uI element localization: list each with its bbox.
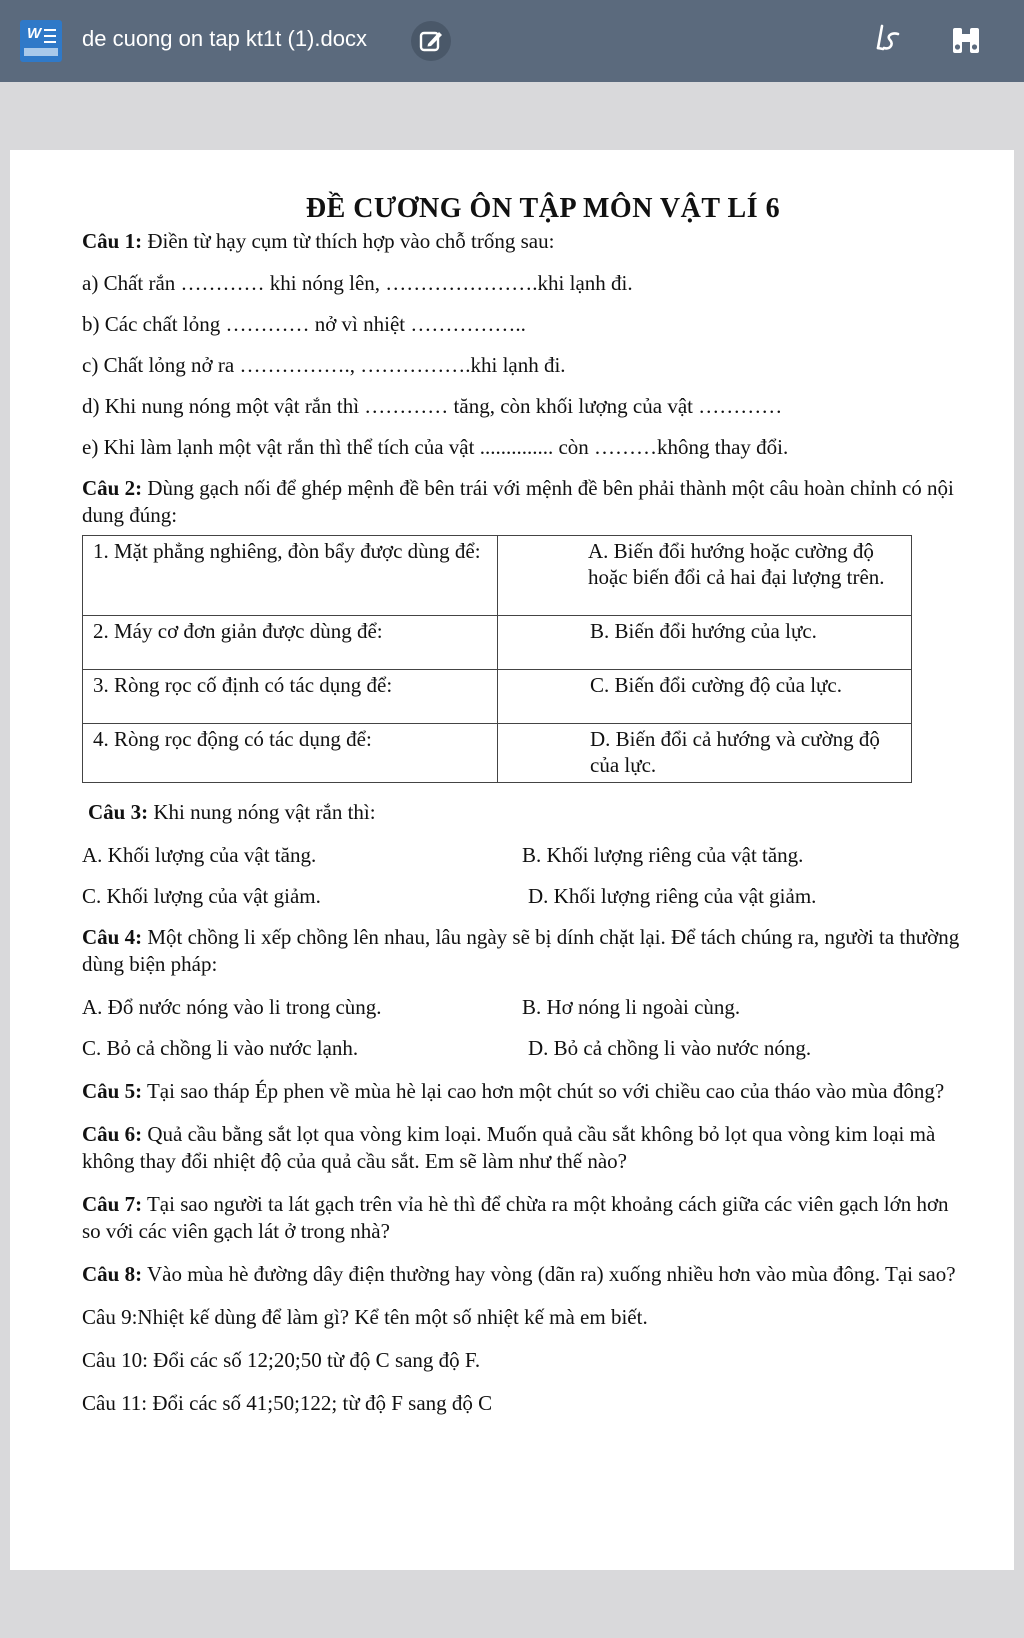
table-cell-left: 2. Máy cơ đơn giản được dùng để: bbox=[83, 616, 498, 670]
question-7-text: Tại sao người ta lát gạch trên vỉa hè thì để chừa ra một khoảng cách giữa các viên gạch lớn hơn so với các viên gạch lát ở trong nhà? bbox=[82, 1192, 949, 1243]
question-1-label: Câu 1: bbox=[82, 229, 143, 253]
table-row bbox=[83, 724, 912, 783]
document-content bbox=[82, 195, 962, 1417]
q3-option-a: A. Khối lượng của vật tăng. bbox=[82, 843, 317, 867]
question-8-text: Vào mùa hè đường dây điện thường hay vòng (dãn ra) xuống nhiều hơn vào mùa đông. Tại sao? bbox=[142, 1262, 956, 1286]
table-cell-left: 4. Ròng rọc động có tác dụng để: bbox=[83, 724, 498, 783]
q1-line-c: c) Chất lỏng nở ra ……………., …………….khi lạnh đi. bbox=[82, 353, 566, 377]
question-5 bbox=[82, 1078, 962, 1105]
document-title: ĐỀ CƯƠNG ÔN TẬP MÔN VẬT LÍ 6 bbox=[305, 193, 781, 224]
pen-icon bbox=[870, 22, 906, 58]
question-2-label: Câu 2: bbox=[82, 476, 143, 500]
q3-option-b: B. Khối lượng riêng của vật tăng. bbox=[522, 843, 804, 867]
reading-view-icon bbox=[950, 24, 982, 58]
question-4 bbox=[82, 924, 962, 978]
question-5-label: Câu 5: bbox=[82, 1079, 143, 1103]
word-icon[interactable] bbox=[20, 20, 62, 62]
question-1 bbox=[82, 228, 962, 255]
question-4-label: Câu 4: bbox=[82, 925, 143, 949]
word-icon-letter: W bbox=[27, 25, 42, 42]
question-8 bbox=[82, 1261, 962, 1288]
q4-option-c: C. Bỏ cả chồng li vào nước lạnh. bbox=[82, 1036, 359, 1060]
q4-options-row-2 bbox=[82, 1035, 962, 1062]
question-10: Câu 10: Đổi các số 12;20;50 từ độ C sang độ F. bbox=[82, 1348, 481, 1372]
q4-options-row-1 bbox=[82, 994, 962, 1021]
q3-options-row-1 bbox=[82, 842, 962, 869]
table-row bbox=[83, 616, 912, 670]
table-cell-right: B. Biến đổi hướng của lực. bbox=[498, 616, 912, 670]
q3-option-c: C. Khối lượng của vật giảm. bbox=[82, 884, 321, 908]
top-toolbar bbox=[0, 0, 1024, 82]
question-6 bbox=[82, 1121, 962, 1175]
table-row bbox=[83, 670, 912, 724]
q1-line-d: d) Khi nung nóng một vật rắn thì ………… tăng, còn khối lượng của vật ………… bbox=[82, 394, 783, 418]
question-9: Câu 9:Nhiệt kế dùng để làm gì? Kể tên một số nhiệt kế mà em biết. bbox=[82, 1305, 648, 1329]
question-11: Câu 11: Đổi các số 41;50;122; từ độ F sang độ C bbox=[82, 1391, 493, 1415]
q4-option-d: D. Bỏ cả chồng li vào nước nóng. bbox=[528, 1036, 812, 1060]
q4-option-a: A. Đổ nước nóng vào li trong cùng. bbox=[82, 995, 382, 1019]
table-cell-left: 1. Mặt phẳng nghiêng, đòn bẩy được dùng để: bbox=[83, 536, 498, 616]
q3-options-row-2 bbox=[82, 883, 962, 910]
question-3-label: Câu 3: bbox=[88, 800, 149, 824]
q4-option-b: B. Hơ nóng li ngoài cùng. bbox=[522, 995, 741, 1019]
table-cell-right: D. Biến đổi cả hướng và cường độ của lực. bbox=[498, 724, 912, 783]
question-7 bbox=[82, 1191, 962, 1245]
document-page bbox=[10, 150, 1014, 1570]
question-1-text: Điền từ hạy cụm từ thích hợp vào chỗ trống sau: bbox=[142, 229, 555, 253]
reading-view-button[interactable] bbox=[950, 24, 982, 58]
question-6-label: Câu 6: bbox=[82, 1122, 143, 1146]
table-cell-right: A. Biến đổi hướng hoặc cường độ hoặc biến đổi cả hai đại lượng trên. bbox=[498, 536, 912, 616]
question-3 bbox=[88, 799, 962, 826]
pen-button[interactable] bbox=[870, 22, 906, 58]
question-8-label: Câu 8: bbox=[82, 1262, 143, 1286]
q1-line-b: b) Các chất lỏng ………… nở vì nhiệt …………….. bbox=[82, 312, 526, 336]
question-4-text: Một chồng li xếp chồng lên nhau, lâu ngày sẽ bị dính chặt lại. Để tách chúng ra, người ta thường dùng biện pháp: bbox=[82, 925, 960, 976]
table-row bbox=[83, 536, 912, 616]
question-7-label: Câu 7: bbox=[82, 1192, 143, 1216]
question-5-text: Tại sao tháp Ép phen về mùa hè lại cao hơn một chút so với chiều cao của tháo vào mùa đông? bbox=[142, 1079, 945, 1103]
question-2 bbox=[82, 475, 962, 529]
question-2-text: Dùng gạch nối để ghép mệnh đề bên trái với mệnh đề bên phải thành một câu hoàn chỉnh có nội dung đúng: bbox=[82, 476, 954, 527]
matching-table bbox=[82, 535, 912, 783]
document-file-name: de cuong on tap kt1t (1).docx bbox=[82, 26, 367, 51]
q3-option-d: D. Khối lượng riêng của vật giảm. bbox=[528, 884, 817, 908]
edit-icon bbox=[418, 28, 444, 54]
table-cell-right: C. Biến đổi cường độ của lực. bbox=[498, 670, 912, 724]
question-3-text: Khi nung nóng vật rắn thì: bbox=[148, 800, 376, 824]
edit-button[interactable] bbox=[411, 21, 451, 61]
q1-line-e: e) Khi làm lạnh một vật rắn thì thể tích của vật .............. còn ………không thay đổi. bbox=[82, 435, 789, 459]
question-6-text: Quả cầu bằng sắt lọt qua vòng kim loại. Muốn quả cầu sắt không bỏ lọt qua vòng kim loại mà không thay đổi nhiệt độ của quả cầu sắt. Em sẽ làm như thế nào? bbox=[82, 1122, 936, 1173]
table-cell-left: 3. Ròng rọc cố định có tác dụng để: bbox=[83, 670, 498, 724]
q1-line-a: a) Chất rắn ………… khi nóng lên, ………………….khi lạnh đi. bbox=[82, 271, 633, 295]
